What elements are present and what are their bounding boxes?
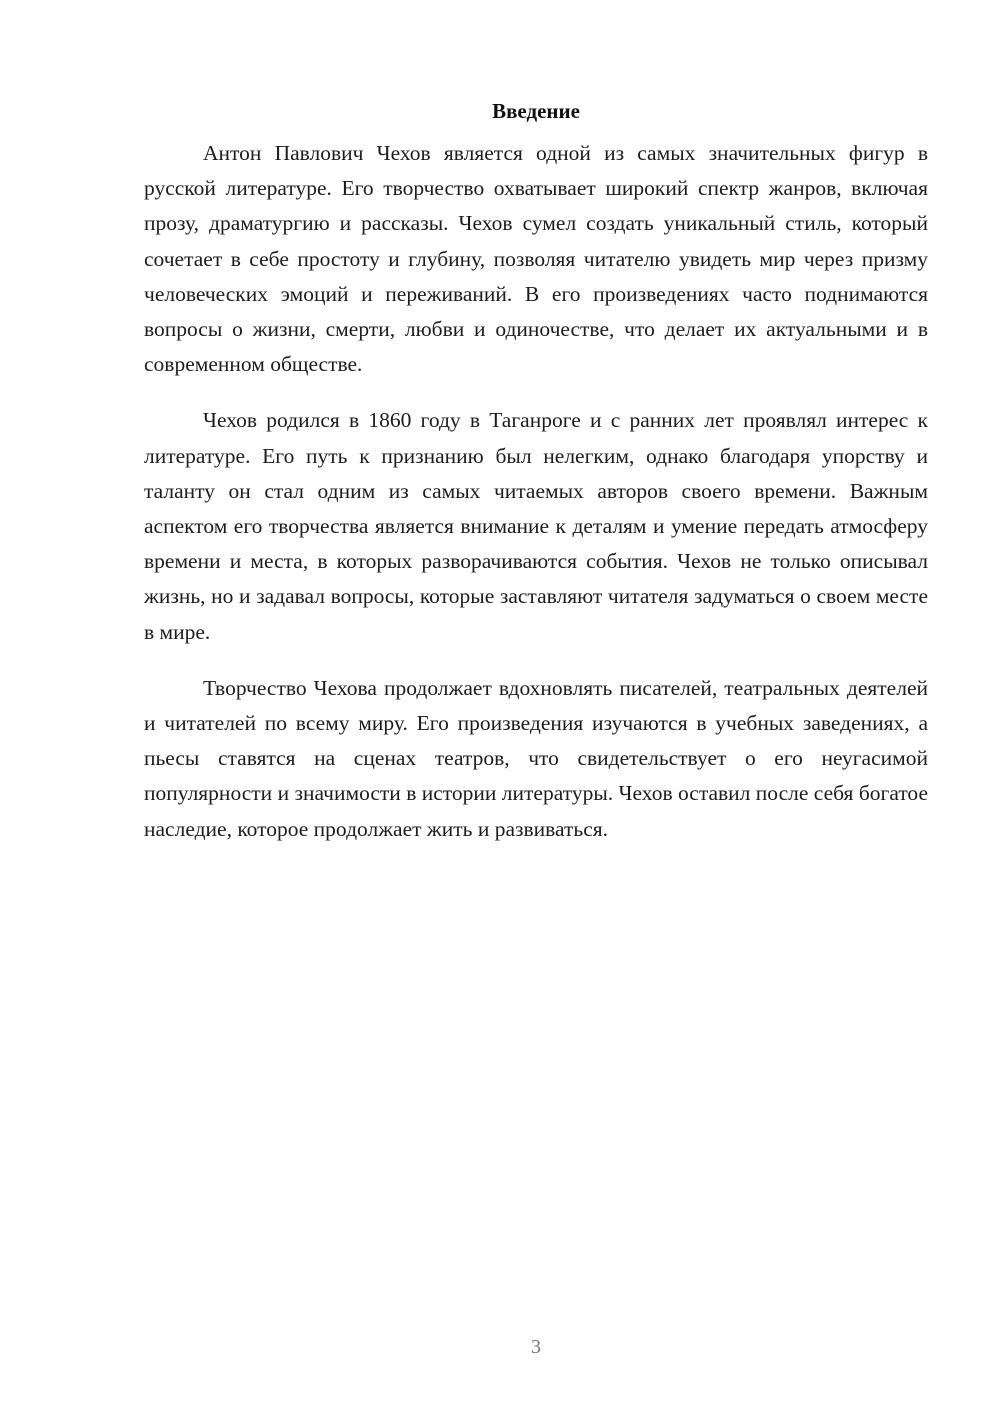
paragraph-3: Творчество Чехова продолжает вдохновлять писателей, театральных деятелей и читателей по всему миру. Его произведения изучаются в учебных заведениях, а пьесы ставятся на сценах театров, что свидетельствует о его неугасимой популярности и значимости в истории литературы. Чехов оставил после себя богатое наследие, которое продолжает жить и развиваться. — [144, 675, 928, 841]
page-number: 3 — [531, 1336, 541, 1358]
paragraph-1: Антон Павлович Чехов является одной из самых значительных фигур в русской литературе. Его творчество охватывает широкий спектр жанров, включая прозу, драматургию и рассказы. Чехов сумел создать уникальный стиль, который сочетает в себе простоту и глубину, позволяя читателю увидеть мир через призму человеческих эмоций и переживаний. В его произведениях часто поднимаются вопросы о жизни, смерти, любви и одиночестве, что делает их актуальными и в современном обществе. — [144, 141, 928, 377]
page-content — [144, 96, 928, 868]
paragraph-2: Чехов родился в 1860 году в Таганроге и с ранних лет проявлял интерес к литературе. Его путь к признанию был нелегким, однако благодаря упорству и таланту он стал одним из самых читаемых авторов своего времени. Важным аспектом его творчества является внимание к деталям и умение передать атмосферу времени и места, в которых разворачиваются события. Чехов не только описывал жизнь, но и задавал вопросы, которые заставляют читателя задуматься о своем месте в мире. — [144, 408, 928, 644]
section-title: Введение — [492, 99, 580, 123]
